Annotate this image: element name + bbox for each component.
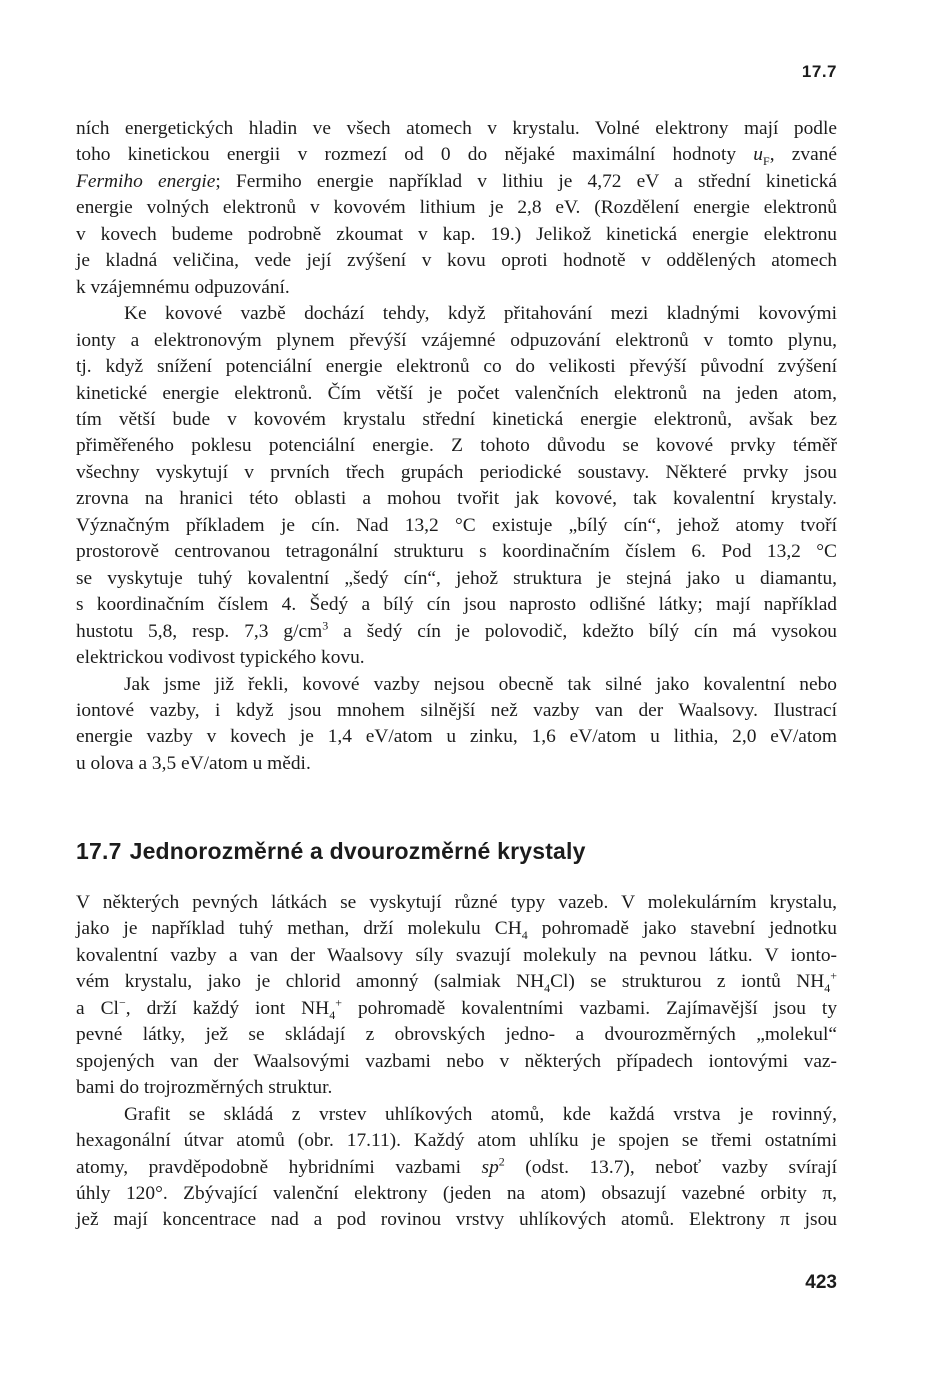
text-line: spojených van der Waalsovými vazbami nebo v některých případech iontovými vaz- [76, 1050, 837, 1072]
running-head: 17.7 [801, 62, 837, 81]
text-line: Význačným příkladem je cín. Nad 13,2 °C existuje „bílý cín“, jehož atomy tvoří [76, 514, 837, 536]
text-line: je kladná veličina, vede její zvýšení v kovu oproti hodnotě v oddělených atomech [76, 250, 837, 272]
text-line: jako je například tuhý methan, drží molekulu $CH_4$ pohromadě jako stavební jednotku [76, 918, 838, 943]
text-line: všechny vyskytují v prvních třech grupách periodické soustavy. Některé prvky jsou [76, 461, 837, 483]
text-line: elektrickou vodivost typického kovu. [76, 647, 365, 669]
text-line: přiměřeného poklesu potenciální energie. Z tohoto důvodu se kovové prvky téměř [76, 435, 837, 457]
text-line: s koordinačním číslem 4. Šedý a bílý cín jsou naprosto odlišné látky; mají například [76, 594, 837, 616]
text-line: V některých pevných látkách se vyskytují různé typy vazeb. V molekulárním krystalu, [76, 892, 837, 913]
text-line: Fermiho energie; Fermiho energie například v lithiu je 4,72 eV a střední kinetická [76, 170, 837, 192]
text-line: Grafit se skládá z vrstev uhlíkových atomů, kde každá vrstva je rovinný, [124, 1103, 837, 1125]
text-line: k vzájemnému odpuzování. [76, 276, 290, 298]
text-block-section [76, 890, 837, 1234]
text-line: kinetické energie elektronů. Čím větší je počet valenčních elektronů na jeden atom, [76, 382, 837, 404]
text-line: energie vazby v kovech je 1,4 eV/atom u zinku, 1,6 eV/atom u lithia, 2,0 eV/atom [76, 726, 837, 748]
text-line: vém krystalu, jako je chlorid amonný (salmiak $NH_4Cl$) se strukturou z iontů $NH_4^+$ [76, 968, 837, 996]
paragraph [76, 890, 837, 1102]
text-line: v kovech budeme podrobně zkoumat v kap. 19.) Jelikož kinetická energie elektronu [76, 223, 837, 245]
text-line: u olova a 3,5 eV/atom u mědi. [76, 752, 311, 774]
hybrid-sp-symbol: sp [481, 1156, 499, 1178]
term-fermi-energy: Fermiho energie [76, 170, 216, 192]
text-line: Jak jsme již řekli, kovové vazby nejsou obecně tak silné jako kovalentní nebo [124, 673, 837, 695]
paragraph [76, 116, 837, 301]
page-number: 423 [805, 1272, 837, 1293]
paragraph [76, 301, 837, 671]
text-line: a Cl−, drží každý iont $NH_4^+$ pohromadě kovalentními vazbami. Zajímavější jsou ty [76, 995, 838, 1022]
text-line: Ke kovové vazbě dochází tehdy, když přitahování mezi kladnými kovovými [124, 303, 837, 325]
text-line: úhly 120°. Zbývající valenční elektrony (jeden na atom) obsazují vazebné orbity π, [76, 1182, 837, 1204]
text-line: ionty a elektronovým plynem převýší vzájemné odpuzování elektronů v tomto plynu, [76, 329, 837, 351]
section-number: 17.7 [76, 838, 122, 864]
text-line: pevné látky, jež se skládají z obrovských jedno- a dvourozměrných „molekul“ [76, 1024, 837, 1046]
text-line: hexagonální útvar atomů (obr. 17.11). Každý atom uhlíku je spojen se třemi ostatními [76, 1130, 837, 1152]
paragraph [76, 1102, 837, 1234]
text-line: toho kinetickou energii v rozmezí od 0 do nějaké maximální hodnoty $u_F$, zvané [76, 144, 837, 169]
text-line: tím větší bude v kovovém krystalu střední kinetická energie elektronů, avšak bez [76, 408, 837, 430]
text-line: kovalentní vazby a van der Waalsovy síly svazují molekuly na pevnou látku. V ionto- [76, 944, 837, 966]
text-line: tj. když snížení potenciální energie elektronů co do velikosti převýší původní zvýšení [76, 356, 837, 378]
text-block-continuation [76, 116, 837, 777]
text-line: se vyskytuje tuhý kovalentní „šedý cín“, jehož struktura je stejná jako u diamantu, [76, 567, 837, 589]
section-heading [76, 838, 586, 865]
text-line: energie volných elektronů v kovovém lithium je 2,8 eV. (Rozdělení energie elektronů [76, 197, 837, 219]
text-line: zrovna na hranici této oblasti a mohou tvořit jak kovové, tak kovalentní krystaly. [76, 488, 837, 510]
text-line: atomy, pravděpodobně hybridními vazbami $sp^2$ (odst. 13.7), neboť vazby svírají [76, 1154, 837, 1178]
text-line: ních energetických hladin ve všech atomech v krystalu. Volné elektrony mají podle [76, 118, 837, 139]
text-line: iontové vazby, i když jsou mnohem silnější než vazby van der Waalsovy. Ilustrací [76, 699, 837, 721]
section-title: Jednorozměrné a dvourozměrné krystaly [129, 838, 586, 864]
text-line: prostorově centrovanou tetragonální strukturu s koordinačním číslem 6. Pod 13,2 °C [76, 541, 837, 563]
fermi-energy-symbol: u [753, 144, 763, 166]
paragraph [76, 672, 837, 778]
text-line: jež mají koncentrace nad a pod rovinou vrstvy uhlíkových atomů. Elektrony π jsou [76, 1209, 837, 1231]
text-line: hustotu 5,8, resp. 7,3 $g/cm^3$ a šedý cín je polovodič, kdežto bílý cín má vysokou [76, 618, 837, 642]
text-line: bami do trojrozměrných struktur. [76, 1077, 333, 1099]
